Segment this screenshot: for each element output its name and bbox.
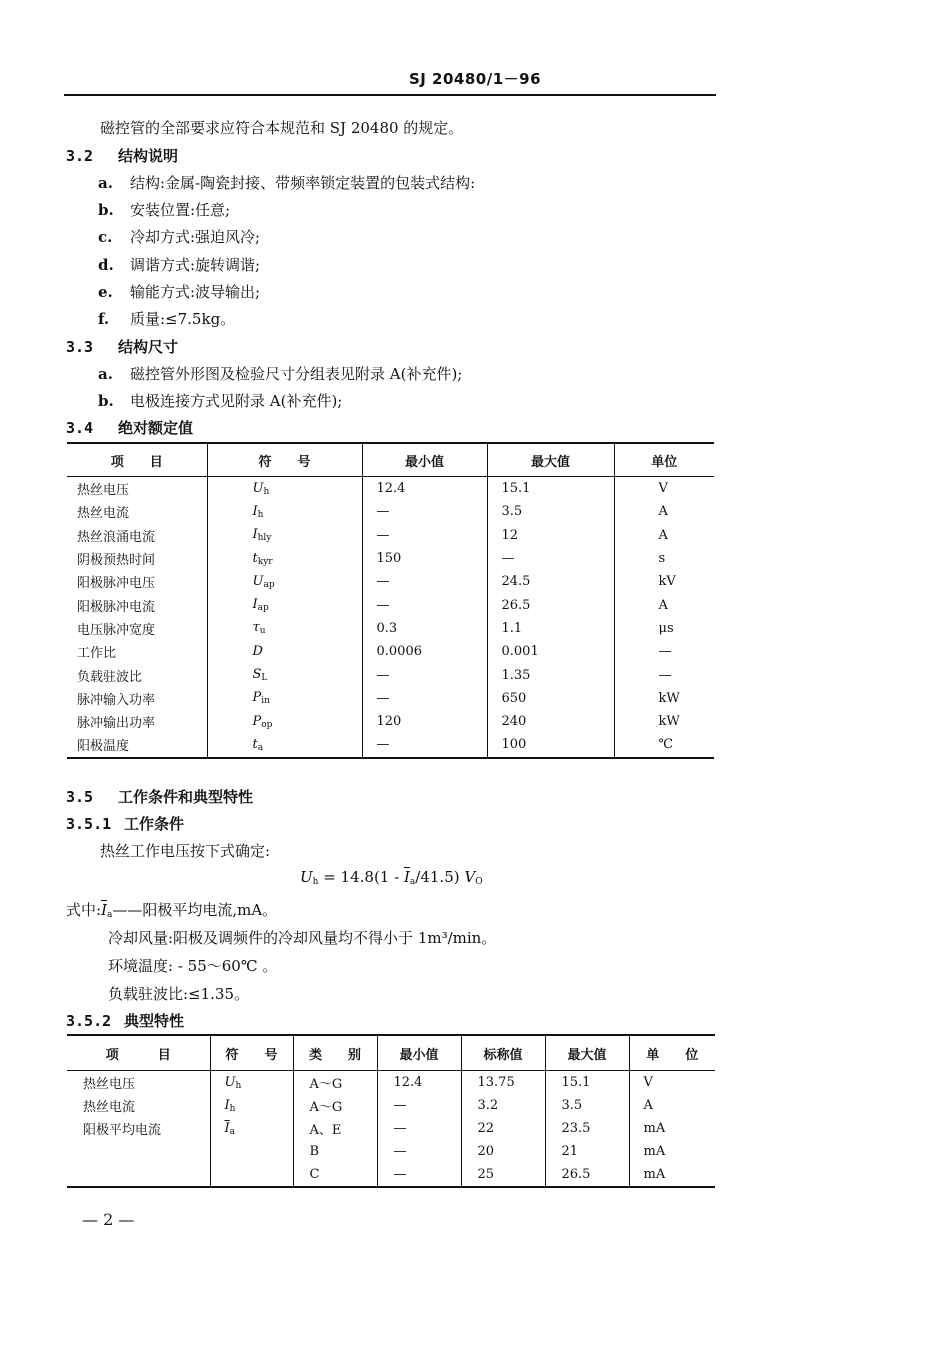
- page-number: — 2 —: [82, 1210, 135, 1229]
- symbol-subscript: in: [261, 696, 270, 707]
- cell-unit: V: [614, 477, 714, 501]
- cell-nominal: 22: [461, 1117, 545, 1140]
- list-letter: c.: [98, 228, 113, 246]
- paragraph: 热丝工作电压按下式确定:: [100, 842, 271, 860]
- cell-max: 3.5: [487, 500, 614, 523]
- cell-unit: mA: [629, 1163, 715, 1187]
- table-row: [67, 687, 714, 710]
- cell-symbol: [210, 1071, 293, 1095]
- column-header: 最小值: [377, 1035, 461, 1071]
- formula-symbol: U: [300, 868, 313, 886]
- table-row: [67, 477, 714, 501]
- list-text: 冷却方式:强迫风冷;: [130, 228, 261, 246]
- header-rule: [64, 94, 716, 96]
- symbol-main: U: [252, 573, 264, 589]
- column-header: 最大值: [487, 443, 614, 477]
- symbol-subscript: h: [263, 486, 270, 497]
- cell-min: —: [362, 500, 487, 523]
- section-number: 3.5.1: [66, 815, 112, 833]
- symbol-main: D: [252, 643, 263, 659]
- symbol-subscript: op: [261, 719, 273, 730]
- cell-symbol: [207, 524, 362, 547]
- cell-nominal: 25: [461, 1163, 545, 1187]
- cell-max: 23.5: [545, 1117, 629, 1140]
- section-3-5-heading: [66, 786, 253, 807]
- symbol-main: I: [252, 527, 258, 543]
- cell-symbol: [207, 593, 362, 616]
- cell-nominal: 20: [461, 1140, 545, 1163]
- formula-subscript: O: [475, 877, 483, 887]
- cell-item: 脉冲输入功率: [77, 692, 156, 708]
- column-header: 项 目: [67, 443, 207, 477]
- cell-symbol: [210, 1094, 293, 1117]
- column-header: 标称值: [461, 1035, 545, 1071]
- cell-category: A～G: [293, 1071, 377, 1095]
- cell-max: 26.5: [545, 1163, 629, 1187]
- list-item: [98, 363, 462, 384]
- cell-min: —: [377, 1117, 461, 1140]
- intro-paragraph: 磁控管的全部要求应符合本规范和 SJ 20480 的规定。: [100, 119, 464, 137]
- symbol-subscript: h: [257, 509, 264, 520]
- symbol-subscript: h: [235, 1080, 242, 1091]
- cell-min: —: [377, 1094, 461, 1117]
- list-letter: a.: [98, 365, 113, 383]
- section-3-4-heading: [66, 417, 193, 438]
- table-row: [67, 1140, 715, 1163]
- list-letter: f.: [98, 310, 110, 328]
- section-title: 工作条件: [124, 815, 185, 833]
- load-vswr-line: 负载驻波比:≤1.35。: [108, 985, 250, 1003]
- cell-item: 电压脉冲宽度: [77, 622, 156, 638]
- section-title: 典型特性: [124, 1012, 185, 1030]
- list-text: 调谐方式:旋转调谐;: [130, 256, 261, 274]
- cell-symbol: [210, 1117, 293, 1140]
- cell-item: 负载驻波比: [77, 669, 143, 685]
- cell-nominal: 13.75: [461, 1071, 545, 1095]
- legend-symbol: $\overline{I}$: [101, 901, 107, 919]
- cell-item: 热丝浪涌电流: [77, 529, 156, 545]
- symbol-subscript: L: [261, 673, 268, 684]
- table-row: [67, 500, 714, 523]
- column-header: 项 目: [67, 1035, 210, 1071]
- cell-item: 阳极脉冲电流: [77, 599, 156, 615]
- symbol-subscript: hly: [257, 533, 272, 544]
- section-number: 3.2: [66, 147, 94, 165]
- ambient-temp-line: 环境温度: - 55～60℃ 。: [108, 957, 278, 975]
- cell-symbol: [207, 640, 362, 663]
- list-item: [98, 226, 260, 247]
- table-row: [67, 1163, 715, 1187]
- symbol-main: I: [252, 503, 258, 519]
- cell-item: 热丝电压: [83, 1077, 136, 1092]
- cell-unit: mA: [629, 1117, 715, 1140]
- formula-text: = 14.8(1 -: [318, 868, 404, 886]
- cell-max: 26.5: [487, 593, 614, 616]
- cell-category: C: [293, 1163, 377, 1187]
- legend-prefix: 式中:: [66, 901, 102, 919]
- cell-min: 12.4: [377, 1071, 461, 1095]
- cell-symbol: [207, 477, 362, 501]
- legend-text: ——阳极平均电流,mA。: [112, 901, 278, 919]
- table-row: [67, 524, 714, 547]
- section-title: 工作条件和典型特性: [118, 788, 254, 806]
- absolute-ratings-table: [67, 442, 714, 759]
- symbol-subscript: kyr: [257, 556, 273, 567]
- list-text: 输能方式:波导输出;: [130, 283, 261, 301]
- table-header-row: [67, 1035, 715, 1071]
- list-item: [98, 308, 235, 329]
- table-row: [67, 617, 714, 640]
- section-3-3-heading: [66, 336, 178, 357]
- cell-max: 650: [487, 687, 614, 710]
- list-item: [98, 390, 342, 411]
- list-letter: b.: [98, 392, 114, 410]
- cell-symbol: [210, 1163, 293, 1187]
- formula-text: /41.5): [415, 868, 465, 886]
- table-row: [67, 570, 714, 593]
- cell-item: 阳极平均电流: [83, 1123, 162, 1138]
- cell-item: [67, 1163, 210, 1187]
- cell-unit: A: [614, 593, 714, 616]
- cell-max: 240: [487, 710, 614, 733]
- cell-max: 15.1: [487, 477, 614, 501]
- cell-min: 120: [362, 710, 487, 733]
- section-title: 绝对额定值: [118, 419, 194, 437]
- table-row: [67, 1071, 715, 1095]
- cell-category: A～G: [293, 1094, 377, 1117]
- cell-max: 0.001: [487, 640, 614, 663]
- cell-symbol: [210, 1140, 293, 1163]
- cell-unit: mA: [629, 1140, 715, 1163]
- table-row: [67, 733, 714, 757]
- cell-symbol: [207, 500, 362, 523]
- cell-min: —: [362, 524, 487, 547]
- cell-min: —: [362, 570, 487, 593]
- cell-nominal: 3.2: [461, 1094, 545, 1117]
- symbol-subscript: u: [259, 626, 266, 637]
- cell-unit: kW: [614, 687, 714, 710]
- cell-item: 热丝电压: [77, 483, 130, 499]
- cell-min: —: [362, 733, 487, 757]
- cell-item: 工作比: [77, 646, 117, 662]
- table-row: [67, 640, 714, 663]
- symbol-main: S: [252, 667, 262, 683]
- legend-subscript: a: [107, 910, 113, 920]
- cell-symbol: [207, 687, 362, 710]
- list-item: [98, 254, 260, 275]
- list-letter: d.: [98, 256, 114, 274]
- cell-max: 1.35: [487, 663, 614, 686]
- cell-min: 0.0006: [362, 640, 487, 663]
- cell-min: —: [377, 1140, 461, 1163]
- cell-unit: V: [629, 1071, 715, 1095]
- list-letter: b.: [98, 201, 114, 219]
- cell-unit: kW: [614, 710, 714, 733]
- cell-max: 12: [487, 524, 614, 547]
- section-3-5-2-heading: [66, 1010, 184, 1031]
- cell-min: 150: [362, 547, 487, 570]
- formula-symbol: V: [464, 868, 476, 886]
- symbol-main: I: [252, 597, 258, 613]
- table-row: [67, 1094, 715, 1117]
- table-row: [67, 710, 714, 733]
- list-text: 结构:金属-陶瓷封接、带频率锁定装置的包装式结构:: [130, 174, 476, 192]
- cell-item: 热丝电流: [83, 1100, 136, 1115]
- section-number: 3.4: [66, 419, 94, 437]
- symbol-main: I: [224, 1097, 230, 1113]
- list-text: 电极连接方式见附录 A(补充件);: [130, 392, 343, 410]
- table-row: [67, 663, 714, 686]
- symbol-subscript: ap: [257, 603, 269, 614]
- symbol-main: τ: [252, 620, 260, 636]
- formula-subscript: a: [409, 877, 416, 887]
- cell-item: [67, 1140, 210, 1163]
- cell-category: A、E: [293, 1117, 377, 1140]
- cell-max: 1.1: [487, 617, 614, 640]
- table-row: [67, 593, 714, 616]
- cell-min: —: [362, 687, 487, 710]
- section-title: 结构说明: [118, 147, 179, 165]
- cell-unit: A: [629, 1094, 715, 1117]
- cell-symbol: [207, 570, 362, 593]
- column-header: 单位: [614, 443, 714, 477]
- cell-min: 12.4: [362, 477, 487, 501]
- list-letter: a.: [98, 174, 113, 192]
- symbol-main: U: [224, 1074, 236, 1090]
- formula-subscript: h: [312, 877, 319, 887]
- symbol-subscript: ap: [263, 579, 275, 590]
- list-item: [98, 172, 475, 193]
- symbol-subscript: h: [229, 1103, 236, 1114]
- cell-unit: A: [614, 524, 714, 547]
- cell-min: —: [377, 1163, 461, 1187]
- cell-max: 24.5: [487, 570, 614, 593]
- cell-item: 阴极预热时间: [77, 553, 156, 569]
- column-header: 符 号: [207, 443, 362, 477]
- section-number: 3.5.2: [66, 1012, 112, 1030]
- column-header: 最大值: [545, 1035, 629, 1071]
- cell-unit: s: [614, 547, 714, 570]
- cell-min: —: [362, 663, 487, 686]
- cell-max: 15.1: [545, 1071, 629, 1095]
- cell-symbol: [207, 663, 362, 686]
- cell-min: —: [362, 593, 487, 616]
- list-letter: e.: [98, 283, 113, 301]
- cell-unit: kV: [614, 570, 714, 593]
- symbol-subscript: a: [229, 1126, 236, 1137]
- section-number: 3.5: [66, 788, 94, 806]
- cell-symbol: [207, 710, 362, 733]
- cell-unit: A: [614, 500, 714, 523]
- cell-symbol: [207, 733, 362, 757]
- symbol-main: t: [252, 550, 258, 566]
- section-3-5-1-heading: [66, 813, 184, 834]
- cell-min: 0.3: [362, 617, 487, 640]
- cell-unit: ℃: [614, 733, 714, 757]
- cell-max: 3.5: [545, 1094, 629, 1117]
- table-row: [67, 547, 714, 570]
- symbol-main: t: [252, 736, 258, 752]
- cell-max: —: [487, 547, 614, 570]
- symbol-main: $\overline{I}$: [224, 1120, 230, 1136]
- cell-max: 100: [487, 733, 614, 757]
- symbol-main: U: [252, 480, 264, 496]
- table-header-row: [67, 443, 714, 477]
- running-header: SJ 20480/1－96: [408, 70, 542, 88]
- symbol-subscript: a: [257, 742, 264, 753]
- column-header: 类 别: [293, 1035, 377, 1071]
- cell-item: 阳极温度: [67, 733, 207, 757]
- formula-symbol: $\overline{I}$: [403, 868, 410, 886]
- cooling-airflow-line: 冷却风量:阳极及调频件的冷却风量均不得小于 1m³/min。: [108, 929, 497, 947]
- cell-item: 热丝电流: [77, 506, 130, 522]
- column-header: 单 位: [629, 1035, 715, 1071]
- cell-category: B: [293, 1140, 377, 1163]
- cell-symbol: [207, 617, 362, 640]
- list-text: 安装位置:任意;: [130, 201, 231, 219]
- section-3-2-heading: [66, 145, 178, 166]
- cell-max: 21: [545, 1140, 629, 1163]
- cell-unit: μs: [614, 617, 714, 640]
- cell-item: 脉冲输出功率: [77, 716, 156, 732]
- column-header: 符 号: [210, 1035, 293, 1071]
- section-number: 3.3: [66, 338, 94, 356]
- list-item: [98, 199, 230, 220]
- section-title: 结构尺寸: [118, 338, 179, 356]
- cell-unit: —: [614, 640, 714, 663]
- column-header: 最小值: [362, 443, 487, 477]
- cell-unit: —: [614, 663, 714, 686]
- list-item: [98, 281, 260, 302]
- list-text: 磁控管外形图及检验尺寸分组表见附录 A(补充件);: [130, 365, 463, 383]
- list-text: 质量:≤7.5kg。: [130, 310, 236, 328]
- cell-symbol: [207, 547, 362, 570]
- filament-voltage-formula: [300, 868, 483, 887]
- symbol-main: P: [252, 690, 262, 706]
- cell-item: 阳极脉冲电压: [77, 576, 156, 592]
- formula-legend: [66, 899, 277, 920]
- table-row: [67, 1117, 715, 1140]
- symbol-main: P: [252, 713, 262, 729]
- typical-characteristics-table: [67, 1034, 715, 1188]
